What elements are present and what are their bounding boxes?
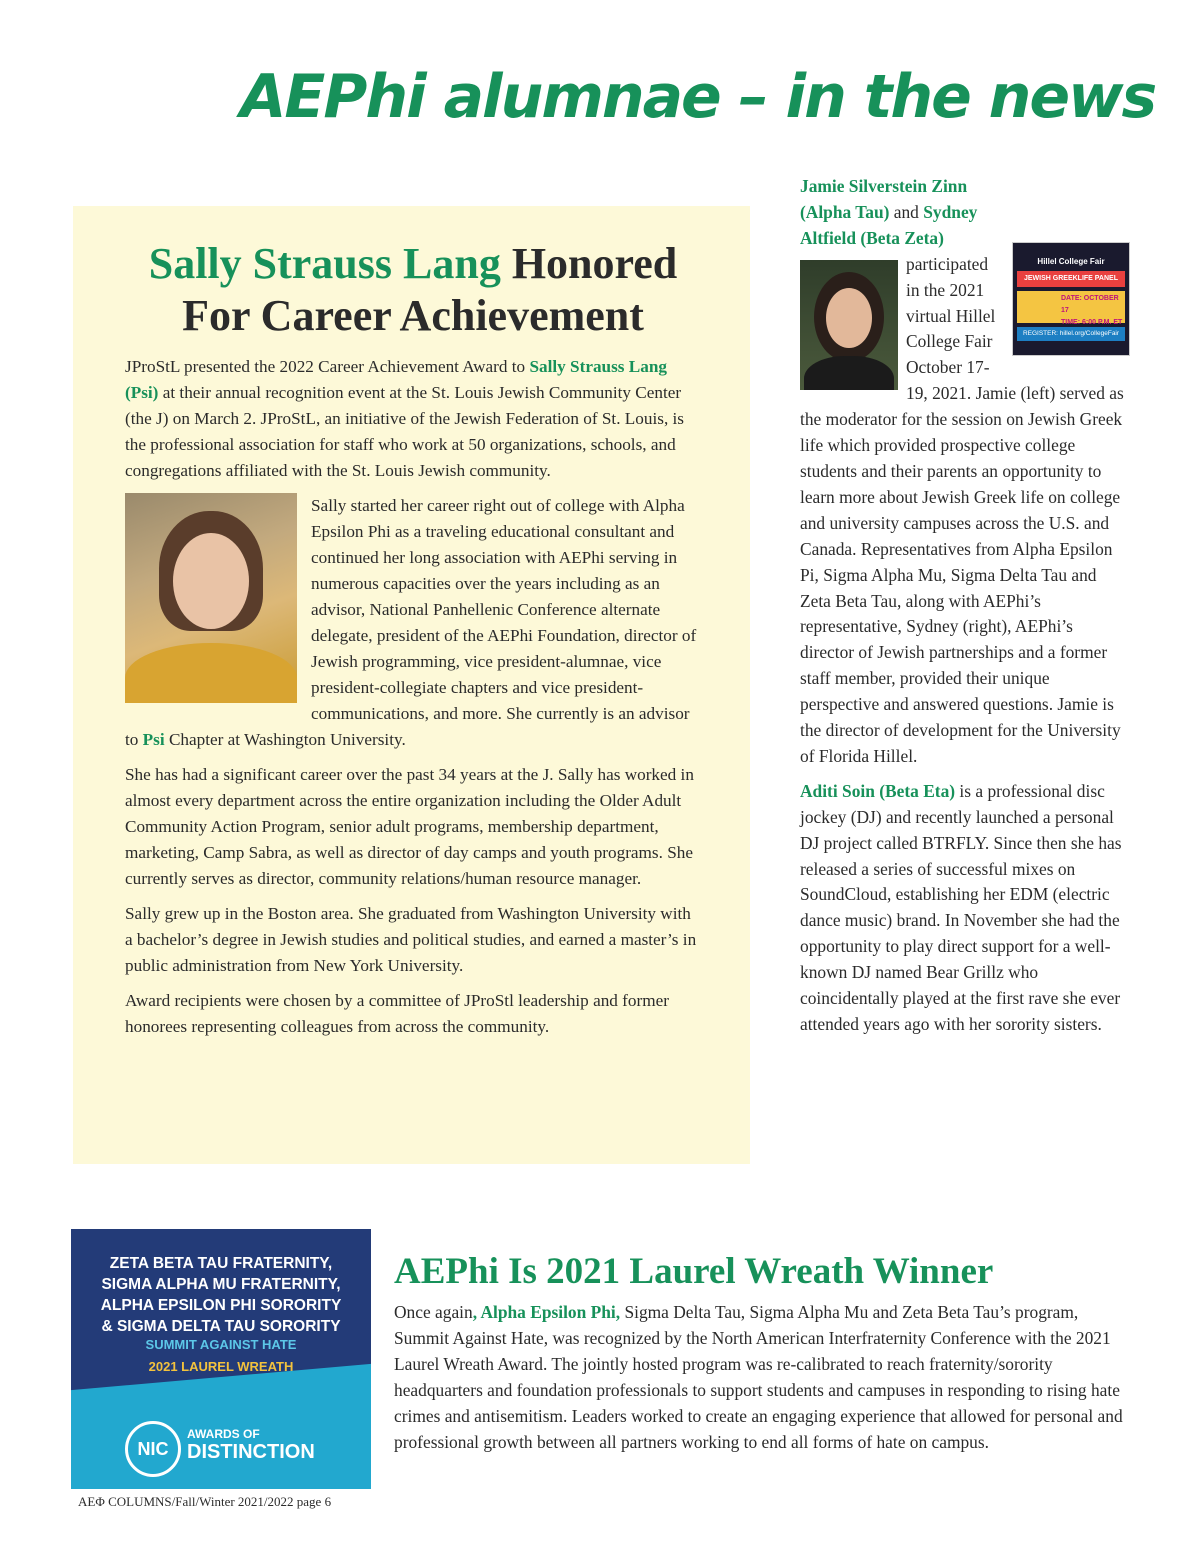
laurel-paragraph <box>394 1300 1134 1455</box>
badge-line: ALPHA EPSILON PHI SORORITY <box>100 1297 342 1314</box>
flyer-title: Hillel College Fair <box>1037 257 1105 266</box>
badge-awards-of: AWARDS OF <box>187 1427 260 1441</box>
feature-paragraph <box>125 354 697 484</box>
feature-paragraph: Award recipients were chosen by a committee of JProStl leadership and former honorees representing colleagues from across the community. <box>125 991 669 1036</box>
laurel-body <box>394 1300 1134 1455</box>
nic-logo: NIC <box>125 1421 181 1477</box>
feature-paragraph: She has had a significant career over the past 34 years at the J. Sally has worked in almost every department across the entire organization including the Older Adult Community Action Program, senior adult programs, membership department, marketing, Camp Sabra, as well as director of day camps and youth programs. She currently serves as director, community relations/human resource manager. <box>125 765 694 888</box>
text: Sally started her career right out of college with Alpha Epsilon Phi as a traveling educational consultant and continued her long association with AEPhi serving in numerous capacities over the years including as an advisor, National Panhellenic Conference alternate delegate, president of the AEPhi Foundation, director of Jewish programming, vice president-alumnae, vice president-collegiate chapters and vice president-communications, and more. She currently is an advisor to <box>125 496 697 749</box>
feature-paragraph: Sally grew up in the Boston area. She graduated from Washington University with a bachelor’s degree in Jewish studies and political studies, and earned a master’s in public administration from New York University. <box>125 904 697 975</box>
laurel-title: AEPhi Is 2021 Laurel Wreath Winner <box>394 1251 994 1292</box>
badge-organizations <box>71 1253 371 1337</box>
badge-distinction: DISTINCTION <box>187 1441 315 1463</box>
text: TIME: 6:00 P.M. ET <box>1061 319 1123 326</box>
text: Chapter at Washington University. <box>164 730 406 749</box>
badge-line: ZETA BETA TAU FRATERNITY, <box>109 1255 333 1272</box>
badge-laurel: 2021 LAUREL WREATH <box>148 1359 294 1374</box>
badge-line: & SIGMA DELTA TAU SORORITY <box>101 1318 341 1335</box>
feature-box <box>73 206 750 1164</box>
text: at their annual recognition event at the St. Louis Jewish Community Center (the J) on March 2. JProStL, an initiative of the Jewish Federation of St. Louis, is the professional association for staff who work at 50 organizations, schools, and congregations affiliated with the St. Louis Jewish community. <box>125 383 684 480</box>
text: JProStL presented the 2022 Career Achievement Award to <box>125 357 530 376</box>
flyer-bar: JEWISH GREEKLIFE PANEL <box>1017 271 1125 287</box>
flyer-register: REGISTER: hillel.org/CollegeFair <box>1017 327 1125 341</box>
honoree-name: Sally Strauss Lang (Psi) <box>125 357 667 402</box>
feature-body <box>125 354 697 1049</box>
page-footer: AEΦ COLUMNS/Fall/Winter 2021/2022 page 6 <box>78 1494 332 1509</box>
badge-teal-band <box>71 1362 371 1489</box>
hillel-flyer <box>1012 242 1130 356</box>
text: participated in the 2021 virtual Hillel College Fair October 17-19, 2021. Jamie (left) served as the moderator for the session on Jewish Greek life which provided prospective college students and their parents an opportunity to learn more about Jewish Greek life on college and university campuses across the U.S. and Canada. Representatives from Alpha Epsilon Pi, Sigma Alpha Mu, Sigma Delta Tau and Zeta Beta Tau, along with AEPhi’s representative, Sydney (right), AEPhi’s director of Jewish partnerships and a former staff member, provided their unique perspective and answered questions. Jamie is the director of development for the University of Florida Hillel. <box>800 253 1124 766</box>
sally-photo <box>125 493 297 703</box>
psi-chapter: Psi <box>142 730 165 749</box>
feature-title-name: Sally Strauss Lang <box>148 239 501 288</box>
text: DATE: OCTOBER 17 <box>1061 295 1119 314</box>
text: Sigma Delta Tau, Sigma Alpha Mu and Zeta Beta Tau’s program, Summit Against Hate, was recognized by the North American Interfraternity Conference with the 2021 Laurel Wreath Award. The jointly hosted program was re-calibrated to reach fraternity/sorority headquarters and foundation professionals to support students and campuses in responding to rising hate crimes and antisemitism. Leaders worked to create an engaging experience that allowed for personal and professional growth between all partners working to end all forms of hate on campus. <box>394 1302 1123 1452</box>
text: is a professional disc jockey (DJ) and recently launched a personal DJ project called BTRFLY. Since then she has released a series of successful mixes on SoundCloud, establishing her EDM (electric dance music) brand. In November she had the opportunity to play direct support for a well-known DJ named Bear Grillz who coincidentally played at the first rave she ever attended years ago with her sorority sisters. <box>800 780 1122 1034</box>
feature-title-rest: Honored For Career Achievement <box>182 239 678 340</box>
news-item-dj <box>800 779 1130 1038</box>
badge-summit: SUMMIT AGAINST HATE <box>145 1337 297 1352</box>
right-column <box>800 174 1130 1047</box>
badge-line: SIGMA ALPHA MU FRATERNITY, <box>101 1276 341 1293</box>
jamie-photo <box>800 260 898 390</box>
laurel-wreath-badge <box>71 1229 371 1489</box>
alumna-name: Jamie Silverstein Zinn (Alpha Tau) <box>800 176 968 222</box>
aephi-name: , Alpha Epsilon Phi, <box>472 1302 621 1322</box>
masthead-title: AEPhi alumnae – in the news <box>240 62 1156 132</box>
flyer-date <box>1061 293 1123 329</box>
text: and <box>889 201 924 222</box>
alumna-name: Sydney Altfield (Beta Zeta) <box>800 201 978 248</box>
alumna-name: Aditi Soin (Beta Eta) <box>800 780 956 801</box>
feature-title <box>133 238 693 342</box>
text: Once again <box>394 1302 473 1322</box>
